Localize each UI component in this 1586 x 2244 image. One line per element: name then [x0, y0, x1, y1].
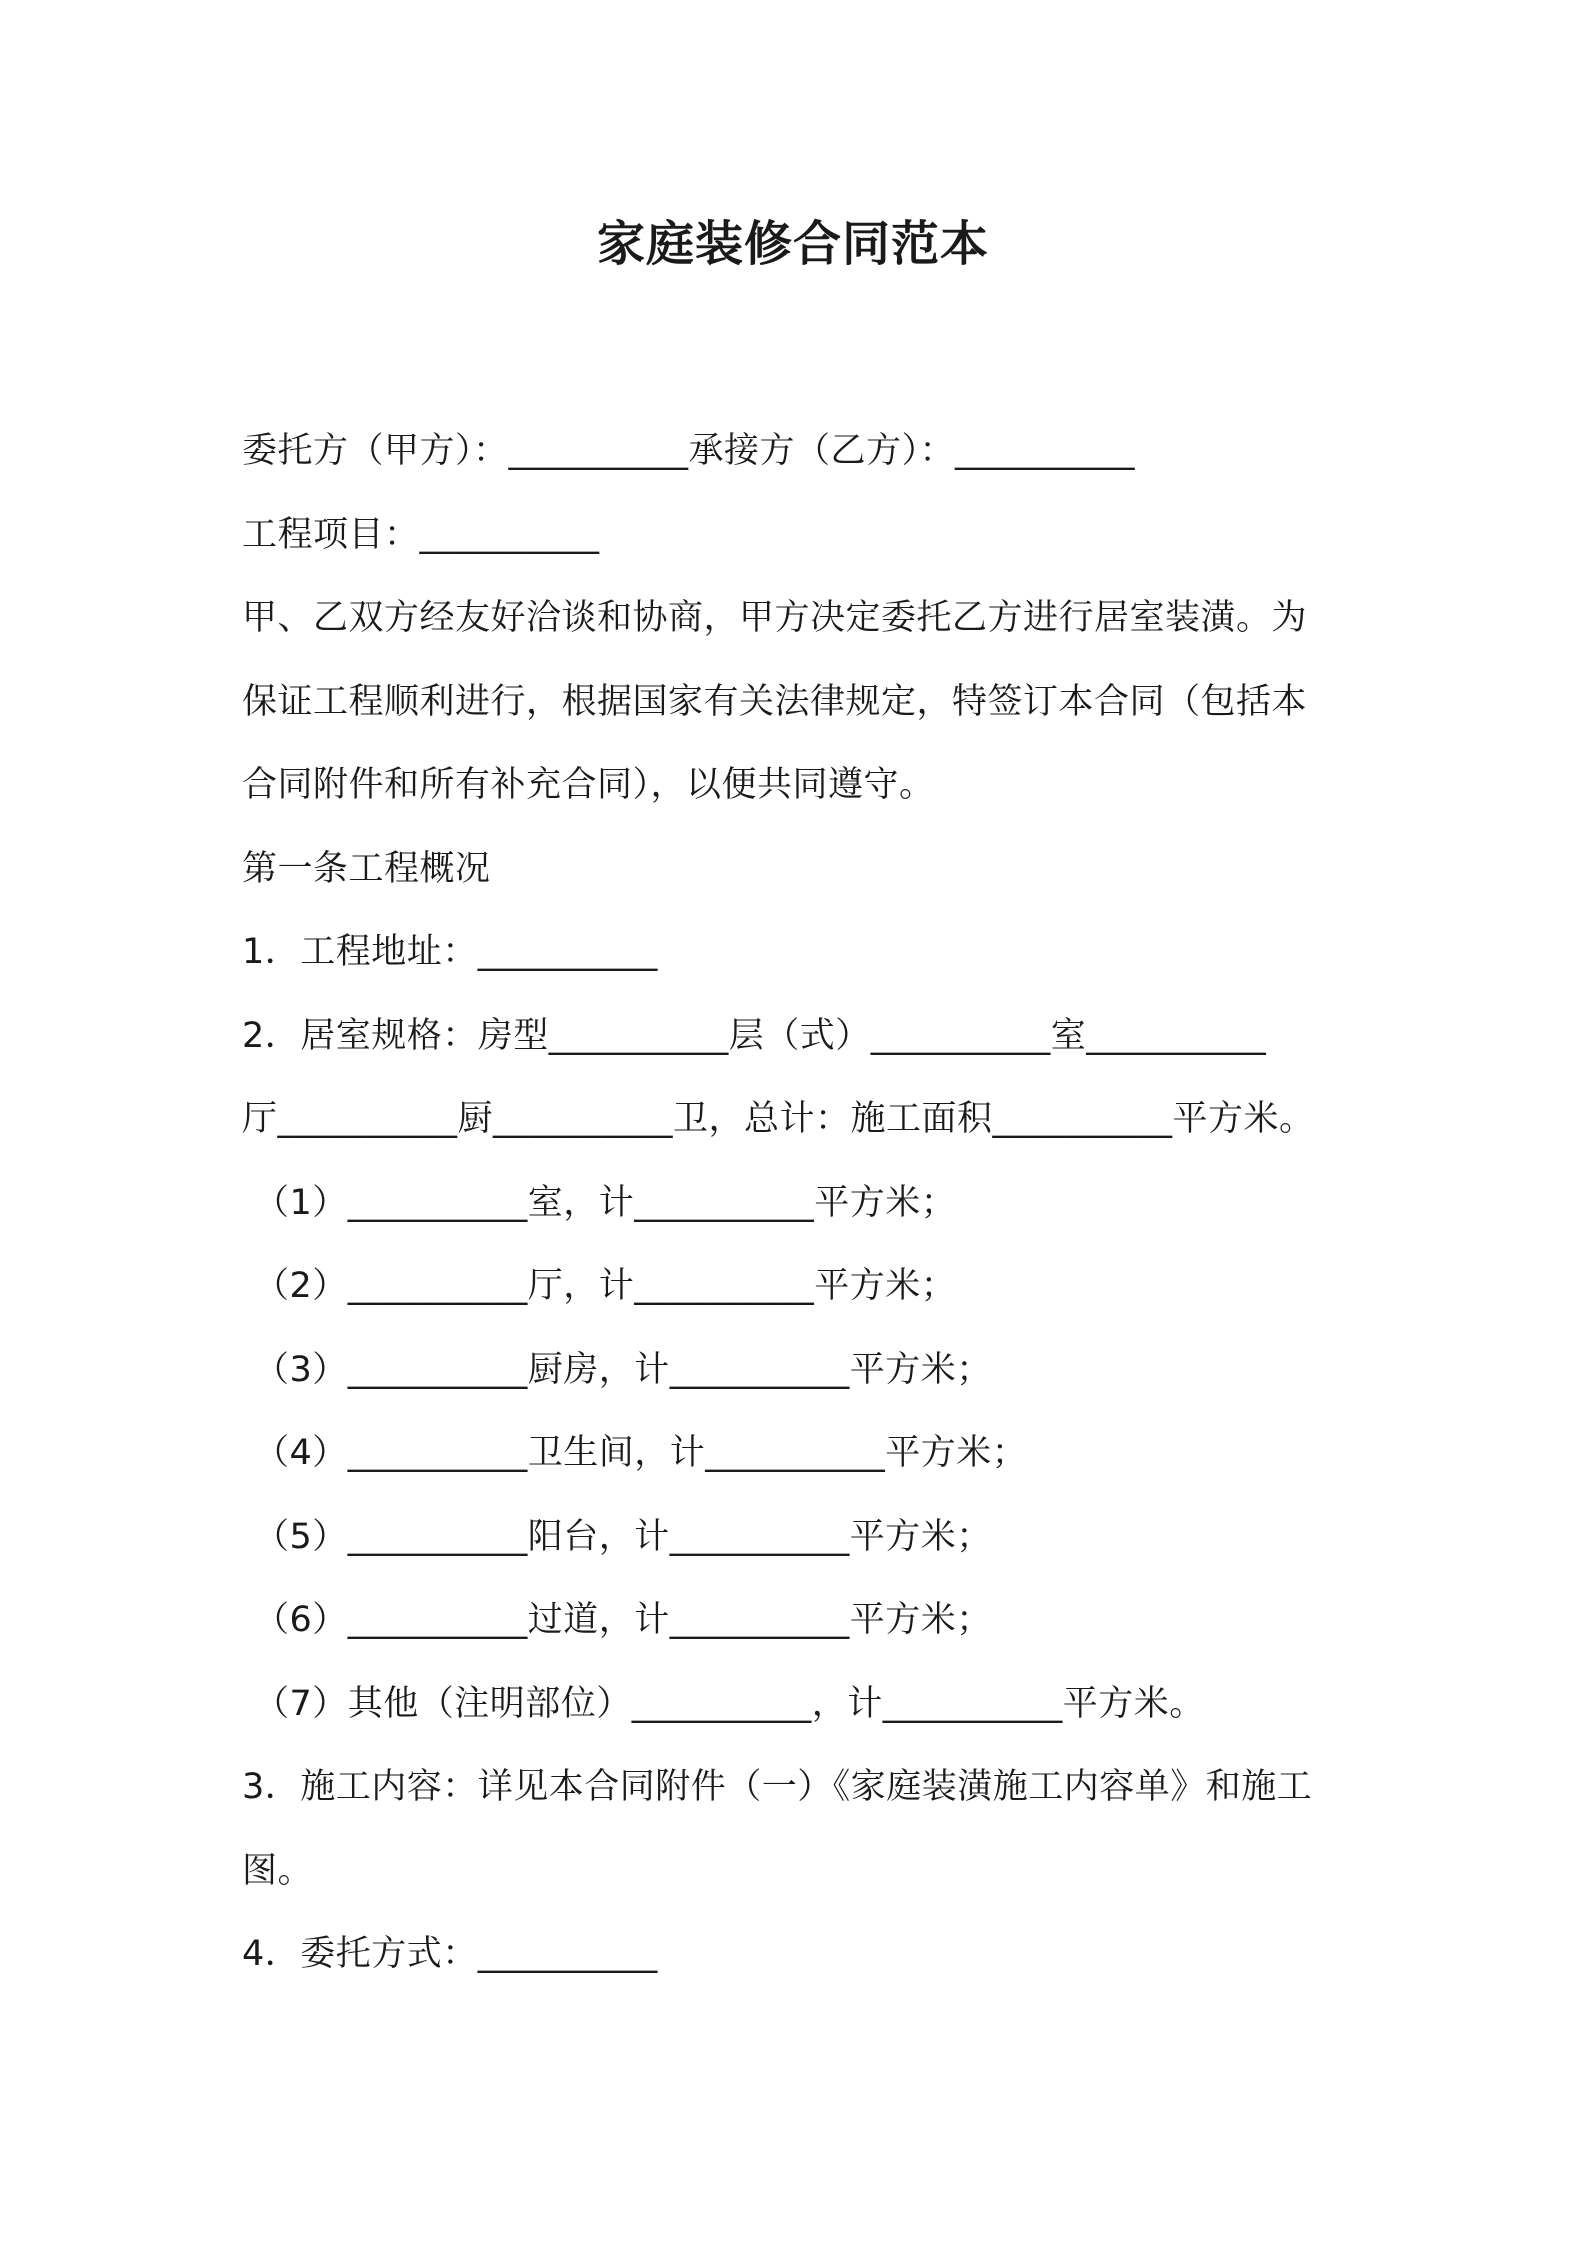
area-item-1: （1）__________室，计__________平方米；: [254, 1182, 957, 1223]
clause-content-line-2: 图。: [242, 1850, 314, 1891]
article-1-heading: 第一条工程概况: [242, 848, 491, 889]
area-item-6: （6）__________过道，计__________平方米；: [254, 1600, 992, 1640]
area-item-7: （7）其他（注明部位）__________，计__________平方米。: [254, 1683, 1205, 1724]
area-item-5: （5）__________阳台，计__________平方米；: [254, 1516, 992, 1557]
area-item-2: （2）__________厅，计__________平方米；: [254, 1266, 957, 1306]
clause-address: 1．工程地址：__________: [242, 932, 658, 972]
preamble-line-1: 甲、乙双方经友好洽谈和协商，甲方决定委托乙方进行居室装潢。为: [242, 598, 1308, 638]
clause-specs-line-2: 厅__________厨__________卫，总计：施工面积__________平方米。: [242, 1099, 1315, 1139]
parties-line: 委托方（甲方）：__________承接方（乙方）：__________: [242, 431, 1136, 471]
project-line: 工程项目：__________: [242, 514, 600, 555]
area-item-3: （3）__________厨房，计__________平方米；: [254, 1349, 992, 1390]
preamble-line-2: 保证工程顺利进行，根据国家有关法律规定，特签订本合同（包括本: [242, 681, 1308, 722]
clause-content-line-1: 3．施工内容：详见本合同附件（一）《家庭装潢施工内容单》和施工: [242, 1767, 1313, 1807]
clause-specs-line-1: 2．居室规格：房型__________层（式）__________室__________: [242, 1015, 1267, 1056]
document-body: [242, 410, 1362, 1997]
clause-commission: 4．委托方式：__________: [242, 1934, 658, 1974]
preamble-line-3: 合同附件和所有补充合同），以便共同遵守。: [242, 765, 935, 805]
document-title: 家庭装修合同范本: [596, 216, 989, 272]
area-item-4: （4）__________卫生间，计__________平方米；: [254, 1433, 1028, 1473]
